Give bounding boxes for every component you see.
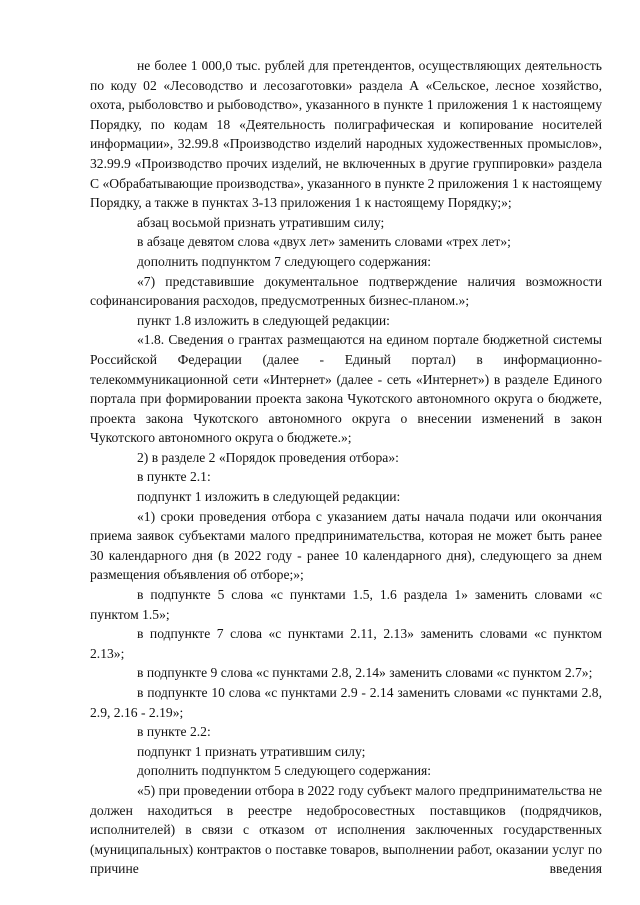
paragraph-7: «1.8. Сведения о грантах размещаются на едином портале бюджетной системы Российской Федерации (далее - Единый портал) в информационно-телекоммуникационной сети «Интернет» (далее - сеть «Интернет») в разделе Единого портала при формировании проекта закона Чукотского автономного округа о бюджете, проекта закона Чукотского автономного округа о внесении изменений в закон Чукотского автономного округа о бюджете.»; [90, 332, 602, 446]
paragraph-16: в пункте 2.2: [137, 724, 211, 740]
document-page [90, 56, 602, 879]
paragraph-8: 2) в разделе 2 «Порядок проведения отбора»: [137, 449, 399, 465]
paragraph-14: в подпункте 9 слова «с пунктами 2.8, 2.14» заменить словами «с пунктом 2.7»; [137, 665, 593, 681]
paragraph-12: в подпункте 5 слова «с пунктами 1.5, 1.6 раздела 1» заменить словами «с пунктом 1.5»; [90, 587, 602, 622]
paragraph-19: «5) при проведении отбора в 2022 году субъект малого предпринимательства не должен находиться в реестре недобросовестных поставщиков (подрядчиков, исполнителей) в связи с отказом от исполнения заключенных государственных (муниципальных) контрактов о поставке товаров, выполнении работ, оказании услуг по причине введения [90, 782, 602, 877]
paragraph-9: в пункте 2.1: [137, 469, 211, 485]
paragraph-2: абзац восьмой признать утратившим силу; [137, 214, 385, 230]
paragraph-3: в абзаце девятом слова «двух лет» заменить словами «трех лет»; [137, 234, 511, 250]
paragraph-6: пункт 1.8 изложить в следующей редакции: [137, 312, 390, 328]
paragraph-10: подпункт 1 изложить в следующей редакции: [137, 489, 401, 505]
paragraph-4: дополнить подпунктом 7 следующего содержания: [137, 253, 432, 269]
paragraph-11: «1) сроки проведения отбора с указанием даты начала подачи или окончания приема заявок субъектами малого предпринимательства, которая не может быть ранее 30 календарного дня (в 2022 году - ранее 10 календарного дня), следующего за днем размещения объявления об отборе;»; [90, 508, 602, 583]
paragraph-1: не более 1 000,0 тыс. рублей для претендентов, осуществляющих деятельность по коду 02 «Лесоводство и лесозаготовки» раздела А «Сельское, лесное хозяйство, охота, рыболовство и рыбоводство», указанного в пункте 1 приложения 1 к настоящему Порядку, по кодам 18 «Деятельность полиграфическая и копирование носителей информации», 32.99.8 «Производство изделий народных художественных промыслов», 32.99.9 «Производство прочих изделий, не включенных в другие группировки» раздела С «Обрабатывающие производства», указанного в пункте 2 приложения 1 к настоящему Порядку, а также в пунктах 3-13 приложения 1 к настоящему Порядку;»; [90, 58, 602, 211]
paragraph-17: подпункт 1 признать утратившим силу; [137, 743, 366, 759]
paragraph-5: «7) представившие документальное подтверждение наличия возможности софинансирования расходов, предусмотренных бизнес-планом.»; [90, 273, 602, 309]
paragraph-18: дополнить подпунктом 5 следующего содержания: [137, 763, 432, 779]
paragraph-13: в подпункте 7 слова «с пунктами 2.11, 2.13» заменить словами «с пунктом 2.13»; [90, 626, 602, 661]
paragraph-15: в подпункте 10 слова «с пунктами 2.9 - 2.14 заменить словами «с пунктами 2.8, 2.9, 2.16 - 2.19»; [90, 685, 602, 720]
